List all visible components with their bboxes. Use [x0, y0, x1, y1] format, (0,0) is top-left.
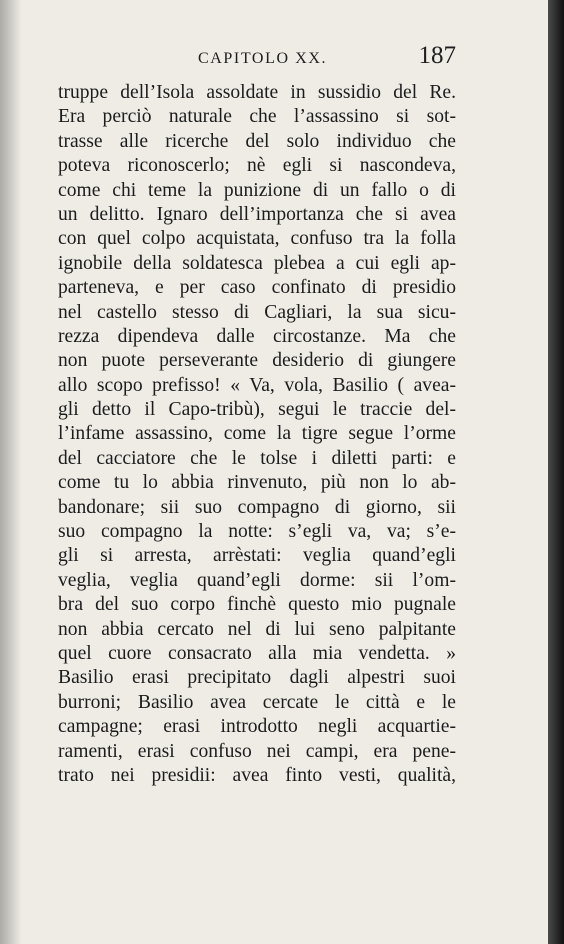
text-line: rezza dipendeva dalle circostanze. Ma che: [58, 325, 456, 347]
text-line: parteneva, e per caso confinato di presidio: [58, 277, 456, 299]
text-line: non abbia cercato nel di lui seno palpitante: [58, 618, 456, 640]
text-line: come tu lo abbia rinvenuto, più non lo ab-: [58, 472, 456, 494]
text-line: ramenti, erasi confuso nei campi, era pene-: [58, 740, 456, 762]
text-line: trato nei presidii: avea finto vesti, qualità,: [58, 764, 456, 786]
text-line: campagne; erasi introdotto negli acquartie-: [58, 716, 456, 738]
text-line: suo compagno la notte: s’egli va, va; s’e-: [58, 521, 456, 543]
gutter-shadow: [0, 0, 22, 944]
text-line: non puote perseverante desiderio di giungere: [58, 350, 456, 372]
text-line: quel cuore consacrato alla mia vendetta. »: [58, 642, 456, 664]
text-line: Basilio erasi precipitato dagli alpestri suoi: [58, 667, 456, 689]
text-line: burroni; Basilio avea cercate le città e le: [58, 691, 456, 713]
page-edge-shadow: [548, 0, 564, 944]
body-text: [58, 81, 456, 788]
text-line: poteva riconoscerlo; nè egli si nascondeva,: [58, 155, 456, 177]
text-line: trasse alle ricerche del solo individuo che: [58, 130, 456, 152]
chapter-title: CAPITOLO XX.: [198, 50, 328, 67]
page-number: 187: [418, 42, 456, 69]
text-line: Era perciò naturale che l’assassino si sot-: [58, 106, 456, 128]
text-line: ignobile della soldatesca plebea a cui egli ap-: [58, 252, 456, 274]
text-line: l’infame assassino, come la tigre segue l’orme: [58, 423, 456, 445]
text-line: bandonare; sii suo compagno di giorno, sii: [58, 496, 456, 518]
text-line: un delitto. Ignaro dell’importanza che si avea: [58, 203, 456, 225]
running-head: [60, 40, 456, 80]
text-line: truppe dell’Isola assoldate in sussidio del Re.: [58, 82, 456, 103]
text-line: gli si arresta, arrèstati: veglia quand’egli: [58, 545, 456, 567]
text-line: nel castello stesso di Cagliari, la sua sicu-: [58, 301, 456, 323]
text-line: gli detto il Capo-tribù), segui le traccie del-: [58, 399, 456, 421]
text-line: del cacciatore che le tolse i diletti parti: e: [58, 447, 456, 469]
text-line: allo scopo prefisso! « Va, vola, Basilio ( avea-: [58, 374, 456, 396]
text-line: veglia, veglia quand’egli dorme: sii l’om-: [58, 569, 456, 591]
text-line: come chi teme la punizione di un fallo o di: [58, 179, 456, 201]
text-line: con quel colpo acquistata, confuso tra la folla: [58, 228, 456, 250]
text-line: bra del suo corpo finchè questo mio pugnale: [58, 594, 456, 616]
